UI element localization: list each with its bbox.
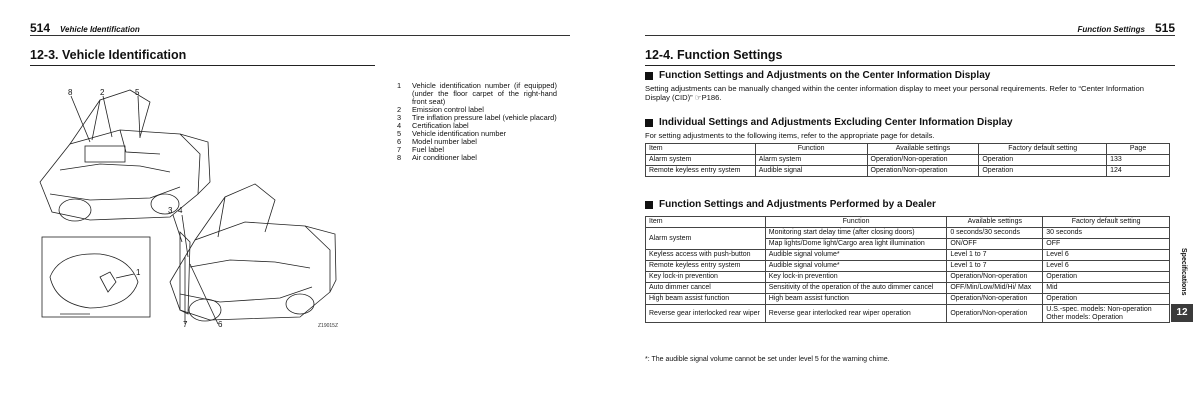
table-row [646, 155, 1170, 166]
table-cell: 0 seconds/30 seconds [947, 228, 1043, 239]
table-cell: Alarm system [755, 155, 867, 166]
table-cell: Monitoring start delay time (after closing doors) [765, 228, 947, 239]
subheading-center-display: Function Settings and Adjustments on the Center Information Display [645, 70, 990, 81]
table-cell: U.S.-spec. models: Non-operation Other models: Operation [1043, 305, 1170, 323]
table-cell: Mid [1043, 283, 1170, 294]
figure-label-6: 6 [218, 320, 223, 329]
table-cell: Remote keyless entry system [646, 261, 766, 272]
table-row [646, 272, 1170, 283]
figure-label-5: 5 [135, 88, 140, 97]
table-cell: Level 6 [1043, 261, 1170, 272]
table-header: Available settings [867, 144, 979, 155]
callout-list [397, 82, 557, 162]
table-cell: Audible signal [755, 166, 867, 177]
table-cell: OFF [1043, 239, 1170, 250]
table-cell: Level 1 to 7 [947, 261, 1043, 272]
table-cell: Operation [979, 155, 1107, 166]
square-bullet-icon [645, 72, 653, 80]
table-row [646, 166, 1170, 177]
table-cell: Level 6 [1043, 250, 1170, 261]
square-bullet-icon [645, 201, 653, 209]
table-cell: Operation [1043, 272, 1170, 283]
table-cell: Operation/Non-operation [947, 294, 1043, 305]
table-row [646, 305, 1170, 323]
table-cell: Sensitivity of the operation of the auto dimmer cancel [765, 283, 947, 294]
running-header-left [30, 22, 570, 36]
vehicle-illustration [30, 82, 360, 342]
individual-settings-table [645, 143, 1170, 177]
figure-label-1: 1 [136, 268, 141, 277]
callout-item: 4 Certification label [397, 121, 469, 130]
table-cell: 30 seconds [1043, 228, 1170, 239]
callout-item: 3 Tire inflation pressure label (vehicle placard) [397, 113, 557, 122]
dealer-settings-table [645, 216, 1170, 323]
table-cell: 124 [1107, 166, 1170, 177]
running-title-left: Vehicle Identification [60, 25, 140, 34]
subheading-individual-settings: Individual Settings and Adjustments Excluding Center Information Display [645, 117, 1013, 128]
table-header: Function [755, 144, 867, 155]
right-page [600, 0, 1200, 402]
table-row [646, 283, 1170, 294]
figure-label-4: 4 [178, 206, 183, 215]
table-header-row [646, 144, 1170, 155]
table-cell: High beam assist function [646, 294, 766, 305]
table-header-row [646, 217, 1170, 228]
table-row [646, 261, 1170, 272]
table-cell: Audible signal volume* [765, 261, 947, 272]
table-header: Item [646, 144, 756, 155]
page-number-right: 515 [1154, 21, 1175, 35]
table-cell: 133 [1107, 155, 1170, 166]
section-title-function-settings: 12-4. Function Settings [645, 48, 1175, 66]
subheading-dealer-settings: Function Settings and Adjustments Performed by a Dealer [645, 199, 936, 210]
table-cell: Alarm system [646, 228, 766, 250]
figure-label-7: 7 [183, 320, 188, 329]
table-cell: Auto dimmer cancel [646, 283, 766, 294]
figure-label-2: 2 [100, 88, 105, 97]
callout-item: 7 Fuel label [397, 145, 445, 154]
table-cell: Remote keyless entry system [646, 166, 756, 177]
vehicle-label-locations-figure [30, 82, 360, 342]
callout-item: 5 Vehicle identification number [397, 129, 507, 138]
side-tab-number: 12 [1171, 304, 1193, 322]
paragraph-individual-settings: For setting adjustments to the following items, refer to the appropriate page for details. [645, 131, 935, 140]
table-cell: Reverse gear interlocked rear wiper operation [765, 305, 947, 323]
table-header: Page [1107, 144, 1170, 155]
table-cell: ON/OFF [947, 239, 1043, 250]
side-tab-label: Specifications [1180, 248, 1187, 296]
table-cell: Reverse gear interlocked rear wiper [646, 305, 766, 323]
table-cell: Alarm system [646, 155, 756, 166]
paragraph-center-display: Setting adjustments can be manually changed within the center information display to meet your personal requirements. Refer to “Center Information Display (CID)” ☞P186. [645, 84, 1144, 102]
table-row [646, 250, 1170, 261]
table-cell: Operation [979, 166, 1107, 177]
callout-item: 8 Air conditioner label [397, 153, 477, 162]
table-header: Item [646, 217, 766, 228]
section-title-vehicle-identification: 12-3. Vehicle Identification [30, 48, 375, 66]
figure-label-3: 3 [168, 206, 173, 215]
table-header: Available settings [947, 217, 1043, 228]
table-cell: Key lock-in prevention [765, 272, 947, 283]
table-cell: Operation [1043, 294, 1170, 305]
page-number-left: 514 [30, 21, 51, 35]
table-cell: Key lock-in prevention [646, 272, 766, 283]
callout-item: 2 Emission control label [397, 105, 484, 114]
table-row [646, 228, 1170, 239]
table-cell: Operation/Non-operation [867, 155, 979, 166]
figure-code: Z19015Z [318, 323, 339, 329]
table-cell: Operation/Non-operation [947, 305, 1043, 323]
table-cell: High beam assist function [765, 294, 947, 305]
table-cell: Operation/Non-operation [867, 166, 979, 177]
callout-item: 6 Model number label [397, 137, 477, 146]
table-cell: Operation/Non-operation [947, 272, 1043, 283]
table-cell: Audible signal volume* [765, 250, 947, 261]
table-header: Factory default setting [1043, 217, 1170, 228]
table-row [646, 294, 1170, 305]
running-title-right: Function Settings [1077, 25, 1145, 34]
table-cell: Keyless access with push-button [646, 250, 766, 261]
table-cell: Map lights/Dome light/Cargo area light illumination [765, 239, 947, 250]
table-cell: Level 1 to 7 [947, 250, 1043, 261]
square-bullet-icon [645, 119, 653, 127]
table-header: Function [765, 217, 947, 228]
figure-label-8: 8 [68, 88, 73, 97]
callout-item: 1 Vehicle identification number (if equipped) (under the floor carpet of the right-hand front seat) [397, 81, 557, 106]
running-header-right [645, 22, 1175, 36]
table-header: Factory default setting [979, 144, 1107, 155]
footnote: *: The audible signal volume cannot be set under level 5 for the warning chime. [645, 356, 890, 363]
table-cell: OFF/Min/Low/Mid/Hi/ Max [947, 283, 1043, 294]
